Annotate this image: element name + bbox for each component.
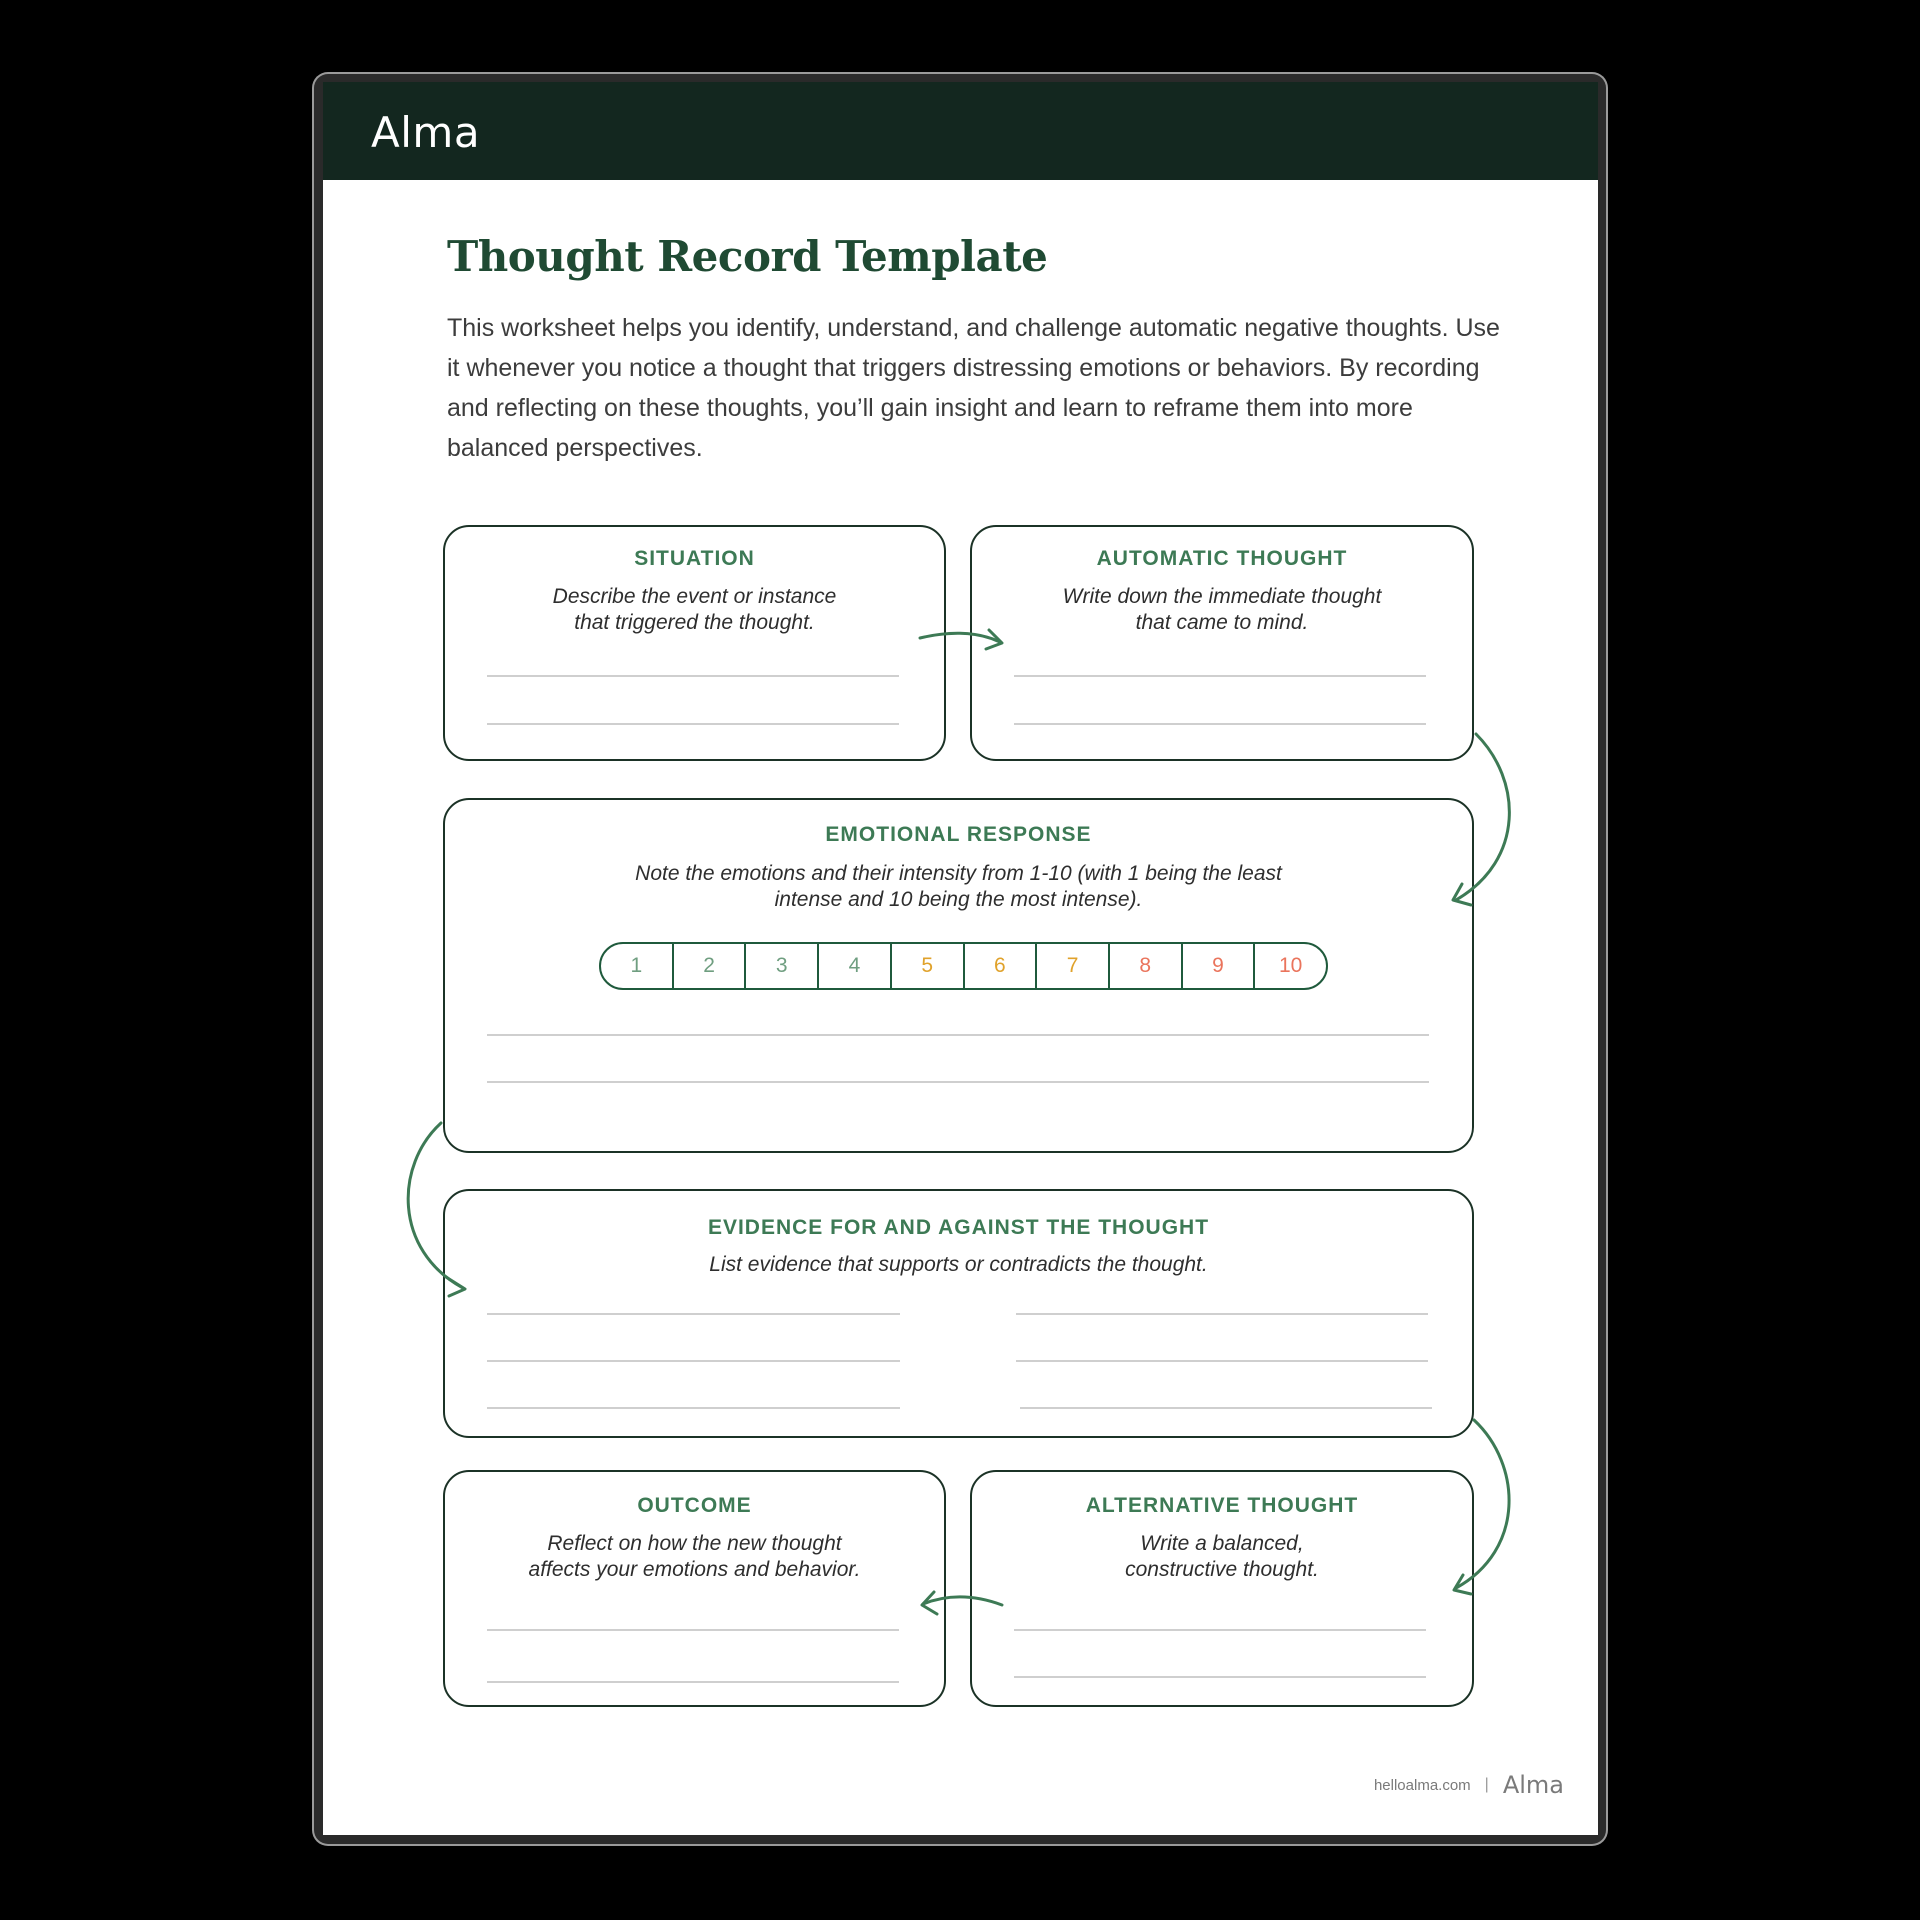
write-line[interactable] (487, 723, 899, 725)
card-description (972, 584, 1472, 636)
write-line[interactable] (1014, 675, 1426, 677)
header-bar (323, 82, 1598, 180)
evidence-for-line[interactable] (487, 1360, 900, 1362)
intro-paragraph: This worksheet helps you identify, understand, and challenge automatic negative thoughts. Use it whenever you notice a thought that triggers distressing emotions or behaviors. By recording and reflecting on these thoughts, you’ll gain insight and learn to reframe them into more balanced perspectives. (447, 314, 1500, 462)
card-title: EMOTIONAL RESPONSE (825, 823, 1092, 846)
evidence-for-line[interactable] (487, 1313, 900, 1315)
evidence-for-line[interactable] (487, 1407, 900, 1409)
card-title: EVIDENCE FOR AND AGAINST THE THOUGHT (707, 1216, 1210, 1239)
scale-cell-5[interactable]: 5 (890, 944, 963, 988)
write-line[interactable] (487, 1629, 899, 1631)
desc-line: Write down the immediate thought (1062, 585, 1382, 608)
scale-cell-8[interactable]: 8 (1108, 944, 1181, 988)
footer (1374, 1771, 1564, 1799)
card-description: List evidence that supports or contradicts the thought. (709, 1253, 1208, 1276)
write-line[interactable] (1014, 723, 1426, 725)
write-line[interactable] (487, 1081, 1429, 1083)
worksheet-page (323, 82, 1598, 1835)
footer-alma-logo: Alma (1502, 1771, 1564, 1799)
intensity-scale (599, 942, 1328, 990)
scale-cell-3[interactable]: 3 (744, 944, 817, 988)
scale-cell-1[interactable]: 1 (630, 954, 643, 977)
desc-line: intense and 10 being the most intense). (774, 888, 1143, 911)
footer-separator: | (1484, 1776, 1489, 1793)
desc-line: constructive thought. (1125, 1558, 1319, 1581)
scale-cell-6[interactable]: 6 (963, 944, 1036, 988)
outcome-card (443, 1470, 946, 1707)
card-title: OUTCOME (637, 1494, 752, 1517)
desc-line: Reflect on how the new thought (547, 1532, 842, 1555)
scale-cell-9[interactable]: 9 (1181, 944, 1254, 988)
card-description (445, 584, 944, 636)
scale-cell-4[interactable]: 4 (817, 944, 890, 988)
evidence-against-line[interactable] (1016, 1360, 1428, 1362)
desc-line: Note the emotions and their intensity from 1-10 (with 1 being the least (635, 862, 1282, 885)
card-title: SITUATION (634, 547, 755, 570)
page-title: Thought Record Template (447, 232, 1048, 281)
emotional-response-card (443, 798, 1474, 1153)
evidence-against-line[interactable] (1016, 1313, 1428, 1315)
evidence-against-line[interactable] (1020, 1407, 1432, 1409)
desc-line: that came to mind. (1135, 611, 1309, 634)
evidence-card (443, 1189, 1474, 1438)
card-description (445, 861, 1472, 913)
alma-logo: Alma (371, 108, 481, 157)
desc-line: Describe the event or instance (552, 585, 837, 608)
write-line[interactable] (1014, 1676, 1426, 1678)
desc-line: affects your emotions and behavior. (528, 1558, 861, 1581)
scale-cell-10[interactable]: 10 (1253, 944, 1326, 988)
card-description (445, 1531, 944, 1583)
write-line[interactable] (487, 1034, 1429, 1036)
desc-line: Write a balanced, (1140, 1532, 1304, 1555)
card-title: ALTERNATIVE THOUGHT (1085, 1494, 1359, 1517)
scale-cell-7[interactable]: 7 (1035, 944, 1108, 988)
scale-cell-2[interactable]: 2 (672, 944, 745, 988)
write-line[interactable] (487, 1681, 899, 1683)
alternative-thought-card (970, 1470, 1474, 1707)
desc-line: that triggered the thought. (574, 611, 815, 634)
write-line[interactable] (487, 675, 899, 677)
card-description (972, 1531, 1472, 1583)
automatic-thought-card (970, 525, 1474, 761)
card-title: AUTOMATIC THOUGHT (1096, 547, 1348, 570)
footer-url[interactable]: helloalma.com (1373, 1776, 1471, 1794)
situation-card (443, 525, 946, 761)
write-line[interactable] (1014, 1629, 1426, 1631)
